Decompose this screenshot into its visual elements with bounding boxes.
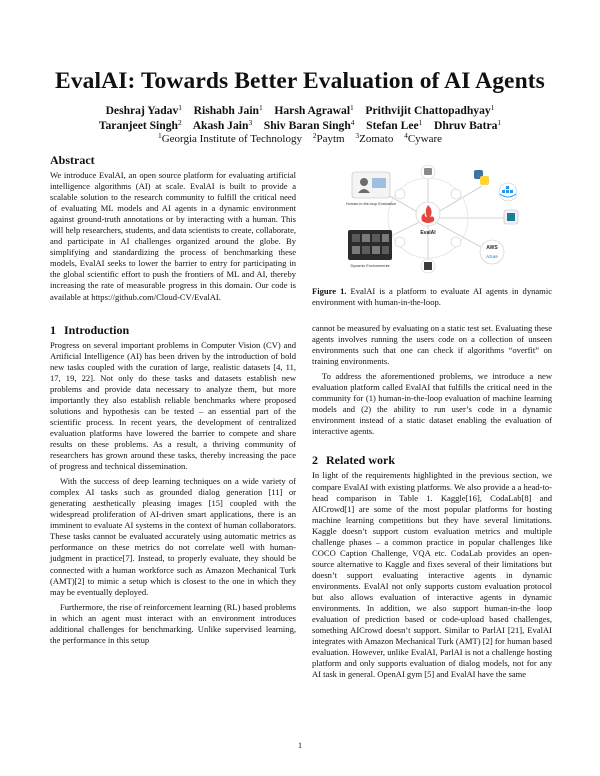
- intro-paragraph: Progress on several important problems in Computer Vision (CV) and Artificial Intelligence (AI) has been driven by the introduction of bold new tasks coupled with the curation of large, realistic datasets [4, 11, 17, 19, 22]. Not only do these tasks and datasets establish new problems and provide data necessary to analyze them, but more importantly they also establish reliable benchmarks where proposed solutions and hypothesis can be tested – an essential part of the scientific process. In recent years, the development of centralized evaluation platforms have lowered the barrier to compete and share results on these problems. As a result, a thriving community of researchers has grown around these tasks, thereby increasing the pace of progress and technical dissemination.: [50, 339, 296, 472]
- author: Stefan Lee$^1$: [366, 117, 423, 132]
- author: Harsh Agrawal$^1$: [274, 103, 354, 117]
- intro-continuation: To address the aforementioned problems, we introduce a new evaluation platform called EvalAI that fulfills the critical need in the community for (1) human-in-the-loop evaluation of machine learning models and (2) the ability to run user’s code in a dynamic environment instead of a static dataset enabling the evaluation of interactive agents.: [312, 371, 552, 437]
- author-line-1: [0, 104, 600, 119]
- related-work-heading: 2 Related work: [312, 453, 395, 468]
- left-label-2: Dynamic Environments: [350, 264, 390, 268]
- author: Prithvijit Chattopadhyay$^1$: [365, 103, 495, 117]
- introduction-heading: 1 Introduction: [50, 322, 130, 337]
- author: Taranjeet Singh$^2$: [98, 117, 182, 132]
- evalai-diagram: [312, 160, 552, 278]
- intro-paragraph: Furthermore, the rise of reinforcement learning (RL) based problems in which an agent must interact with an environment introduces additional challenges for benchmarking. Unlike supervised learning, the performance in this setup: [50, 601, 296, 645]
- figure-1-caption: Figure 1. EvalAI is a platform to evaluate AI agents in dynamic environment with human-in-the-loop.: [312, 286, 552, 307]
- dynamic-environment-icon: [348, 230, 392, 260]
- figure-1: [312, 160, 552, 278]
- affiliation: $^3$Zomato: [355, 131, 394, 145]
- affiliation: $^1$Georgia Institute of Technology: [157, 131, 302, 145]
- author: Akash Jain$^3$: [192, 117, 253, 132]
- related-work-text: In light of the requirements highlighted in the previous section, we compare EvalAI with existing platforms. We also provide a a head-to-head comparison in Table 1. Kaggle[16], CodaLab[8] and AICrowd[1] are some of the most popular platforms for hosting machine learning competitions but they have several limitations. Kaggle doesn’t support custom evaluation metrics and multiple challenge phases – a common practice in popular challenges like COCO Caption Challenge, VQA etc. CodaLab provides an open-source alternative to Kaggle and fixes several of their limitations but doesn’t support evaluating interactive agents in dynamic environments. EvalAI not only supports custom evaluation protocol but also allows evaluation of interactive agents in dynamic environments. In addition, we also support human-in-the loop evaluation of prediction based or code-upload based challenges, something AICrowd doesn’t support. Similar to ParlAI [21], EvalAI integrates with Amazon Mechanical Turk (AMT) [2] for human based evaluation. However, unlike EvalAI, ParlAI is not a challenge hosting platform and only supports evaluation of dialog models, not for any AI task in general. OpenAI gym [5] and EvalAI have the same: [312, 470, 552, 680]
- author: Shiv Baran Singh$^4$: [263, 117, 355, 132]
- evalai-logo: [416, 202, 440, 226]
- aws-azure-icon: [480, 240, 504, 264]
- affiliations: [0, 133, 600, 146]
- intro-continuation: cannot be measured by evaluating on a static test set. Evaluating these agents involves running the users code on a collection of unseen environments such that one can check if algorithms “overfit” on training environments.: [312, 323, 552, 367]
- paper-title: EvalAI: Towards Better Evaluation of AI Agents: [55, 68, 545, 94]
- left-column: [50, 153, 296, 646]
- author-list: [0, 104, 600, 133]
- azure-label: Azure: [486, 254, 498, 259]
- left-label-1: Human-in-the-loop Evaluation: [345, 202, 397, 206]
- intro-paragraph: With the success of deep learning techniques on a wide variety of complex AI tasks such as grounded dialog generation [11] or generating aesthetically pleasing images [15] coupled with the widespread proliferation of AI-driven smart applications, there is an imminent to evaluate AI systems in the context of human collaborators. These tasks cannot be evaluated accurately using automatic metrics as performance on these metrics do not correlate well with human-judgment in practice[7]. Instead, to properly evaluate, they should be connected with a human workforce such as Amazon Mechanical Turk (AMT)[2] to mimic a setup which is closest to the one in which they may be eventually deployed.: [50, 476, 296, 597]
- container-icon: [504, 210, 518, 224]
- aws-label: AWS: [486, 245, 498, 251]
- user-node-icon: [421, 259, 435, 273]
- abstract-text: We introduce EvalAI, an open source platform for evaluating artificial intelligence algorithms (AI) at scale. EvalAI is built to provide a scalable solution to the research community to fulfill the critical need of evaluating ML models and AI agents in a dynamic environment against ground-truth annotations or by interacting with a human. This will help researchers, students, and data scientists to create, collaborate, and participate in AI challenges organized around the globe. By simplifying and standardizing the process of benchmarking these models, EvalAI seeks to lower the barrier to entry for participating in the global scientific effort to push the frontiers of ML and AI, thereby increasing the rate of measurable progress in this domain. Our code is available at https://github.com/Cloud-CV/EvalAI.: [50, 170, 296, 302]
- author: Rishabh Jain$^1$: [193, 103, 263, 117]
- affiliation: $^2$Paytm: [312, 131, 345, 145]
- author: Dhruv Batra$^1$: [433, 117, 502, 132]
- docker-icon: [499, 183, 517, 201]
- robot-icon: [421, 165, 435, 179]
- center-label: EvalAI: [420, 230, 436, 236]
- python-icon: [474, 170, 489, 185]
- abstract-heading: Abstract: [50, 153, 95, 167]
- author-line-2: [0, 119, 600, 134]
- page-number: 1: [298, 741, 302, 750]
- affiliation: $^4$Cyware: [404, 131, 443, 145]
- right-column: [312, 160, 552, 680]
- human-in-the-loop-icon: [352, 172, 390, 198]
- author: Deshraj Yadav$^1$: [105, 103, 182, 117]
